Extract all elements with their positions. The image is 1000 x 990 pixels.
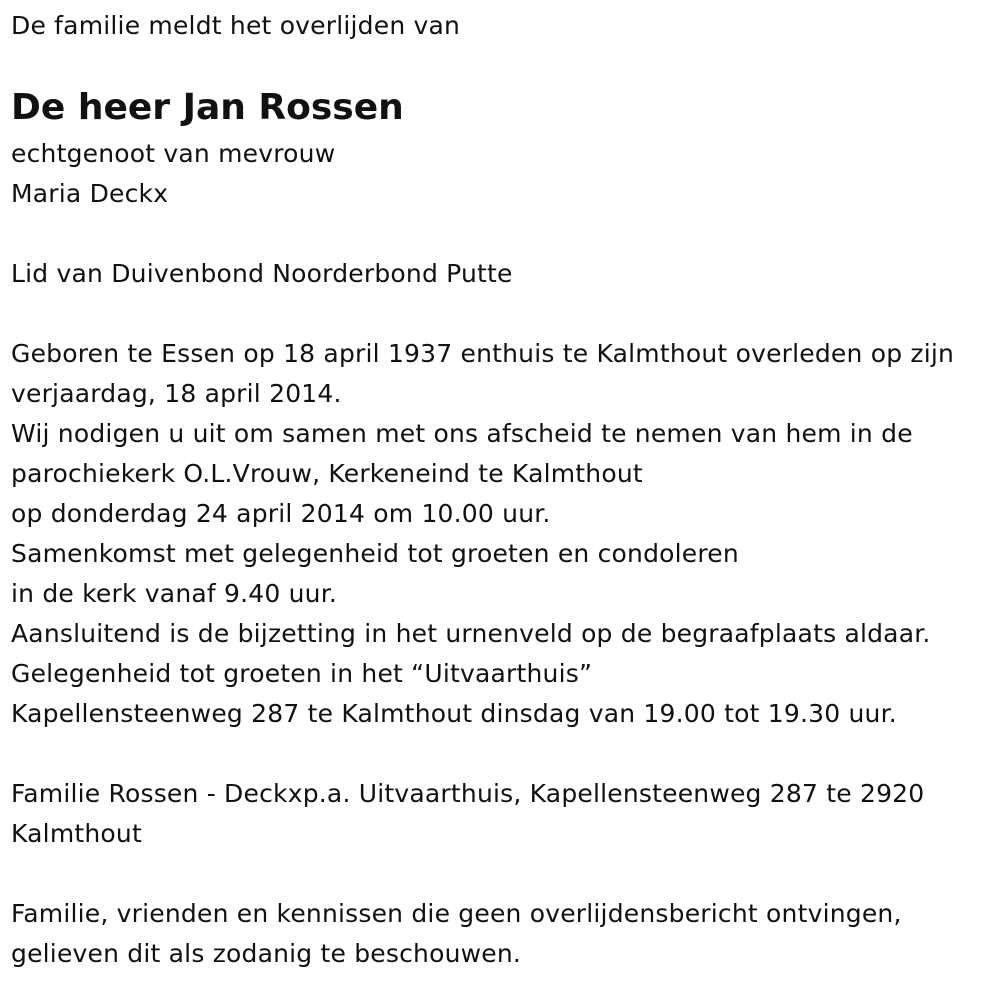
- family-line: Familie Rossen - Deckxp.a. Uitvaarthuis, Kapellensteenweg 287 te 2920: [11, 779, 925, 808]
- details-line: Gelegenheid tot groeten in het “Uitvaarthuis”: [11, 659, 593, 688]
- closing-line: gelieven dit als zodanig te beschouwen.: [11, 939, 522, 968]
- intro-text: De familie meldt het overlijden van: [11, 11, 461, 40]
- details-line: Kapellensteenweg 287 te Kalmthout dinsdag van 19.00 tot 19.30 uur.: [11, 699, 897, 728]
- closing-block: [11, 894, 902, 974]
- details-line: parochiekerk O.L.Vrouw, Kerkeneind te Kalmthout: [11, 459, 643, 488]
- closing-line: Familie, vrienden en kennissen die geen overlijdensbericht ontvingen,: [11, 899, 902, 928]
- spouse-line: echtgenoot van mevrouw: [11, 139, 336, 168]
- deceased-name: De heer Jan Rossen: [11, 87, 404, 128]
- details-block: [11, 334, 954, 734]
- details-line: Wij nodigen u uit om samen met ons afscheid te nemen van hem in de: [11, 419, 913, 448]
- details-line: in de kerk vanaf 9.40 uur.: [11, 579, 338, 608]
- details-line: verjaardag, 18 april 2014.: [11, 379, 342, 408]
- family-line: Kalmthout: [11, 819, 142, 848]
- details-line: Aansluitend is de bijzetting in het urnenveld op de begraafplaats aldaar.: [11, 619, 931, 648]
- details-line: op donderdag 24 april 2014 om 10.00 uur.: [11, 499, 551, 528]
- details-line: Geboren te Essen op 18 april 1937 enthuis te Kalmthout overleden op zijn: [11, 339, 955, 368]
- family-block: [11, 774, 924, 854]
- details-line: Samenkomst met gelegenheid tot groeten en condoleren: [11, 539, 739, 568]
- membership-line: Lid van Duivenbond Noorderbond Putte: [11, 259, 513, 288]
- spouse-block: [11, 134, 335, 214]
- spouse-name: Maria Deckx: [11, 179, 169, 208]
- membership-block: [11, 254, 513, 294]
